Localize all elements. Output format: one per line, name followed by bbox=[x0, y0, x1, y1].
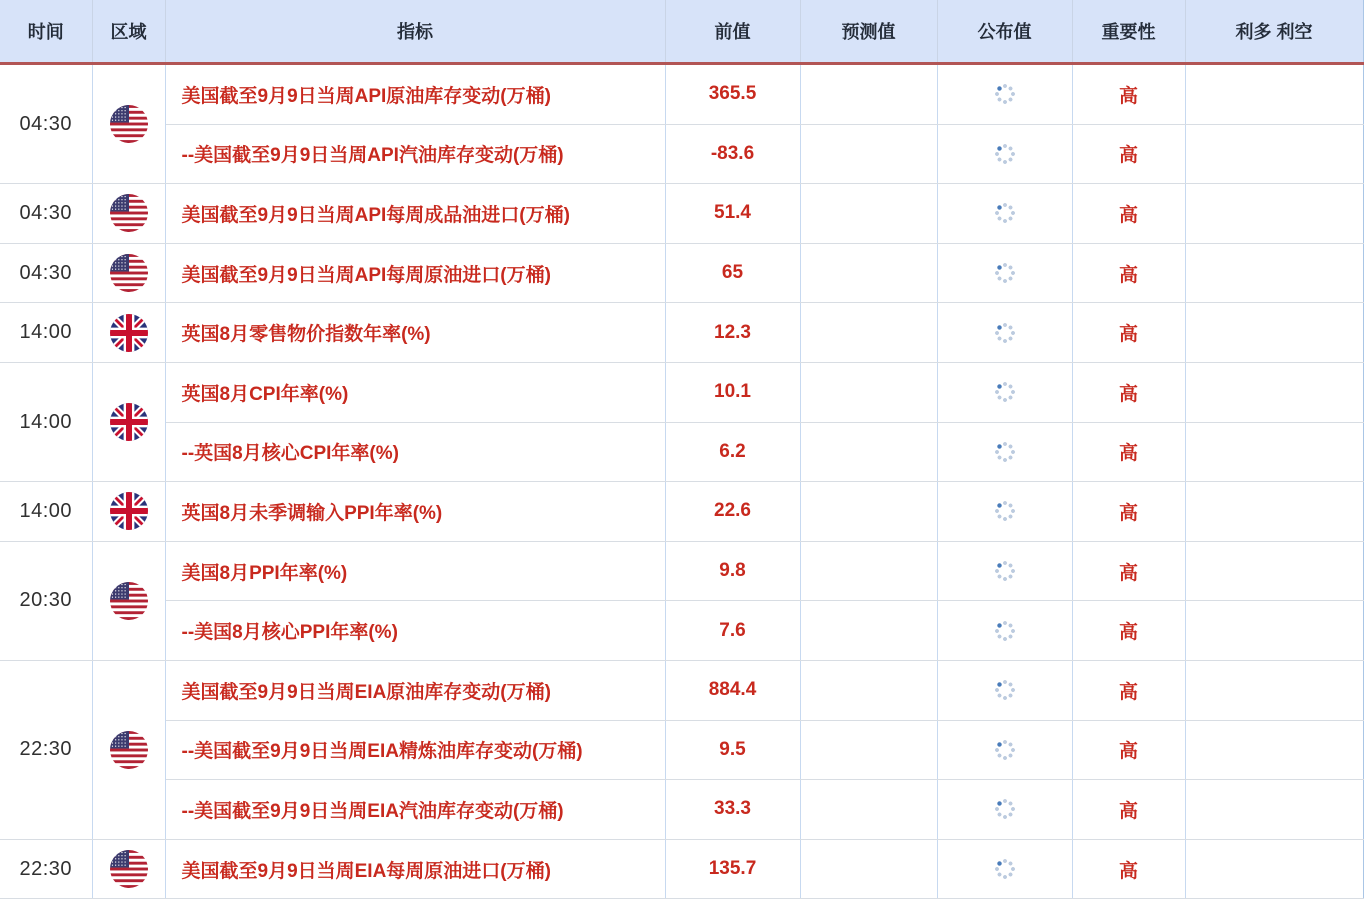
bull-bear-cell bbox=[1185, 422, 1363, 482]
importance-cell: 高 bbox=[1072, 124, 1185, 184]
previous-value-cell: 10.1 bbox=[665, 362, 800, 422]
bull-bear-cell bbox=[1185, 362, 1363, 422]
region-cell bbox=[92, 243, 165, 303]
importance-cell: 高 bbox=[1072, 839, 1185, 899]
indicator-cell[interactable]: --美国截至9月9日当周API汽油库存变动(万桶) bbox=[165, 124, 665, 184]
bull-bear-cell bbox=[1185, 303, 1363, 363]
forecast-value-cell bbox=[800, 839, 937, 899]
loading-spinner-icon bbox=[994, 381, 1016, 403]
loading-spinner-icon bbox=[994, 143, 1016, 165]
loading-spinner-icon bbox=[994, 202, 1016, 224]
published-value-cell bbox=[937, 482, 1072, 542]
table-row bbox=[0, 422, 1363, 482]
forecast-value-cell bbox=[800, 601, 937, 661]
indicator-cell[interactable]: 英国8月CPI年率(%) bbox=[165, 362, 665, 422]
published-value-cell bbox=[937, 780, 1072, 840]
previous-value-cell: 7.6 bbox=[665, 601, 800, 661]
forecast-value-cell bbox=[800, 64, 937, 125]
forecast-value-cell bbox=[800, 184, 937, 244]
previous-value-cell: -83.6 bbox=[665, 124, 800, 184]
importance-cell: 高 bbox=[1072, 243, 1185, 303]
table-row bbox=[0, 660, 1363, 720]
indicator-cell[interactable]: 美国截至9月9日当周API原油库存变动(万桶) bbox=[165, 64, 665, 125]
table-row bbox=[0, 780, 1363, 840]
column-header-forecast: 预测值 bbox=[800, 0, 937, 64]
loading-spinner-icon bbox=[994, 560, 1016, 582]
bull-bear-cell bbox=[1185, 660, 1363, 720]
loading-spinner-icon bbox=[994, 500, 1016, 522]
published-value-cell bbox=[937, 541, 1072, 601]
uk-flag-icon bbox=[110, 314, 148, 352]
forecast-value-cell bbox=[800, 780, 937, 840]
previous-value-cell: 9.8 bbox=[665, 541, 800, 601]
importance-cell: 高 bbox=[1072, 362, 1185, 422]
uk-flag-icon bbox=[110, 492, 148, 530]
us-flag-icon bbox=[110, 194, 148, 232]
published-value-cell bbox=[937, 303, 1072, 363]
importance-cell: 高 bbox=[1072, 482, 1185, 542]
table-row bbox=[0, 362, 1363, 422]
importance-cell: 高 bbox=[1072, 184, 1185, 244]
time-cell: 14:00 bbox=[0, 303, 92, 363]
forecast-value-cell bbox=[800, 362, 937, 422]
importance-cell: 高 bbox=[1072, 303, 1185, 363]
column-header-importance: 重要性 bbox=[1072, 0, 1185, 64]
published-value-cell bbox=[937, 64, 1072, 125]
table-row bbox=[0, 124, 1363, 184]
indicator-cell[interactable]: 美国截至9月9日当周EIA原油库存变动(万桶) bbox=[165, 660, 665, 720]
column-header-published: 公布值 bbox=[937, 0, 1072, 64]
forecast-value-cell bbox=[800, 482, 937, 542]
forecast-value-cell bbox=[800, 422, 937, 482]
bull-bear-cell bbox=[1185, 601, 1363, 661]
loading-spinner-icon bbox=[994, 620, 1016, 642]
region-cell bbox=[92, 362, 165, 481]
previous-value-cell: 9.5 bbox=[665, 720, 800, 780]
time-cell: 14:00 bbox=[0, 482, 92, 542]
us-flag-icon bbox=[110, 582, 148, 620]
loading-spinner-icon bbox=[994, 858, 1016, 880]
time-cell: 22:30 bbox=[0, 839, 92, 899]
us-flag-icon bbox=[110, 850, 148, 888]
published-value-cell bbox=[937, 660, 1072, 720]
column-header-bull-bear: 利多 利空 bbox=[1185, 0, 1363, 64]
bull-bear-cell bbox=[1185, 780, 1363, 840]
loading-spinner-icon bbox=[994, 739, 1016, 761]
column-header-previous: 前值 bbox=[665, 0, 800, 64]
forecast-value-cell bbox=[800, 541, 937, 601]
region-cell bbox=[92, 660, 165, 839]
published-value-cell bbox=[937, 839, 1072, 899]
indicator-cell[interactable]: 美国截至9月9日当周API每周成品油进口(万桶) bbox=[165, 184, 665, 244]
time-cell: 04:30 bbox=[0, 243, 92, 303]
table-row bbox=[0, 303, 1363, 363]
previous-value-cell: 33.3 bbox=[665, 780, 800, 840]
bull-bear-cell bbox=[1185, 839, 1363, 899]
published-value-cell bbox=[937, 184, 1072, 244]
loading-spinner-icon bbox=[994, 679, 1016, 701]
indicator-cell[interactable]: 英国8月未季调输入PPI年率(%) bbox=[165, 482, 665, 542]
table-row bbox=[0, 601, 1363, 661]
loading-spinner-icon bbox=[994, 83, 1016, 105]
published-value-cell bbox=[937, 362, 1072, 422]
indicator-cell[interactable]: 美国截至9月9日当周EIA每周原油进口(万桶) bbox=[165, 839, 665, 899]
importance-cell: 高 bbox=[1072, 660, 1185, 720]
indicator-cell[interactable]: 美国截至9月9日当周API每周原油进口(万桶) bbox=[165, 243, 665, 303]
importance-cell: 高 bbox=[1072, 601, 1185, 661]
previous-value-cell: 6.2 bbox=[665, 422, 800, 482]
forecast-value-cell bbox=[800, 720, 937, 780]
column-header-indicator: 指标 bbox=[165, 0, 665, 64]
region-cell bbox=[92, 541, 165, 660]
previous-value-cell: 12.3 bbox=[665, 303, 800, 363]
loading-spinner-icon bbox=[994, 262, 1016, 284]
time-cell: 04:30 bbox=[0, 64, 92, 184]
published-value-cell bbox=[937, 124, 1072, 184]
bull-bear-cell bbox=[1185, 720, 1363, 780]
time-cell: 20:30 bbox=[0, 541, 92, 660]
header-row bbox=[0, 0, 1363, 64]
previous-value-cell: 51.4 bbox=[665, 184, 800, 244]
time-cell: 14:00 bbox=[0, 362, 92, 481]
published-value-cell bbox=[937, 601, 1072, 661]
us-flag-icon bbox=[110, 731, 148, 769]
forecast-value-cell bbox=[800, 660, 937, 720]
column-header-region: 区域 bbox=[92, 0, 165, 64]
bull-bear-cell bbox=[1185, 184, 1363, 244]
region-cell bbox=[92, 184, 165, 244]
us-flag-icon bbox=[110, 254, 148, 292]
published-value-cell bbox=[937, 422, 1072, 482]
us-flag-icon bbox=[110, 105, 148, 143]
region-cell bbox=[92, 482, 165, 542]
indicator-cell[interactable]: --英国8月核心CPI年率(%) bbox=[165, 422, 665, 482]
time-cell: 22:30 bbox=[0, 660, 92, 839]
table-row bbox=[0, 243, 1363, 303]
previous-value-cell: 22.6 bbox=[665, 482, 800, 542]
table-row bbox=[0, 184, 1363, 244]
indicator-cell[interactable]: --美国截至9月9日当周EIA精炼油库存变动(万桶) bbox=[165, 720, 665, 780]
bull-bear-cell bbox=[1185, 243, 1363, 303]
loading-spinner-icon bbox=[994, 798, 1016, 820]
table-row bbox=[0, 839, 1363, 899]
importance-cell: 高 bbox=[1072, 541, 1185, 601]
forecast-value-cell bbox=[800, 303, 937, 363]
bull-bear-cell bbox=[1185, 482, 1363, 542]
importance-cell: 高 bbox=[1072, 780, 1185, 840]
bull-bear-cell bbox=[1185, 64, 1363, 125]
indicator-cell[interactable]: 美国8月PPI年率(%) bbox=[165, 541, 665, 601]
forecast-value-cell bbox=[800, 124, 937, 184]
forecast-value-cell bbox=[800, 243, 937, 303]
loading-spinner-icon bbox=[994, 322, 1016, 344]
table-row bbox=[0, 482, 1363, 542]
table-row bbox=[0, 64, 1363, 125]
uk-flag-icon bbox=[110, 403, 148, 441]
bull-bear-cell bbox=[1185, 541, 1363, 601]
loading-spinner-icon bbox=[994, 441, 1016, 463]
region-cell bbox=[92, 64, 165, 184]
bull-bear-cell bbox=[1185, 124, 1363, 184]
importance-cell: 高 bbox=[1072, 64, 1185, 125]
column-header-time: 时间 bbox=[0, 0, 92, 64]
indicator-cell[interactable]: --美国截至9月9日当周EIA汽油库存变动(万桶) bbox=[165, 780, 665, 840]
published-value-cell bbox=[937, 243, 1072, 303]
time-cell: 04:30 bbox=[0, 184, 92, 244]
previous-value-cell: 884.4 bbox=[665, 660, 800, 720]
published-value-cell bbox=[937, 720, 1072, 780]
region-cell bbox=[92, 839, 165, 899]
table-row bbox=[0, 541, 1363, 601]
importance-cell: 高 bbox=[1072, 422, 1185, 482]
indicator-cell[interactable]: 英国8月零售物价指数年率(%) bbox=[165, 303, 665, 363]
previous-value-cell: 365.5 bbox=[665, 64, 800, 125]
region-cell bbox=[92, 303, 165, 363]
table-row bbox=[0, 720, 1363, 780]
previous-value-cell: 135.7 bbox=[665, 839, 800, 899]
importance-cell: 高 bbox=[1072, 720, 1185, 780]
previous-value-cell: 65 bbox=[665, 243, 800, 303]
indicator-cell[interactable]: --美国8月核心PPI年率(%) bbox=[165, 601, 665, 661]
